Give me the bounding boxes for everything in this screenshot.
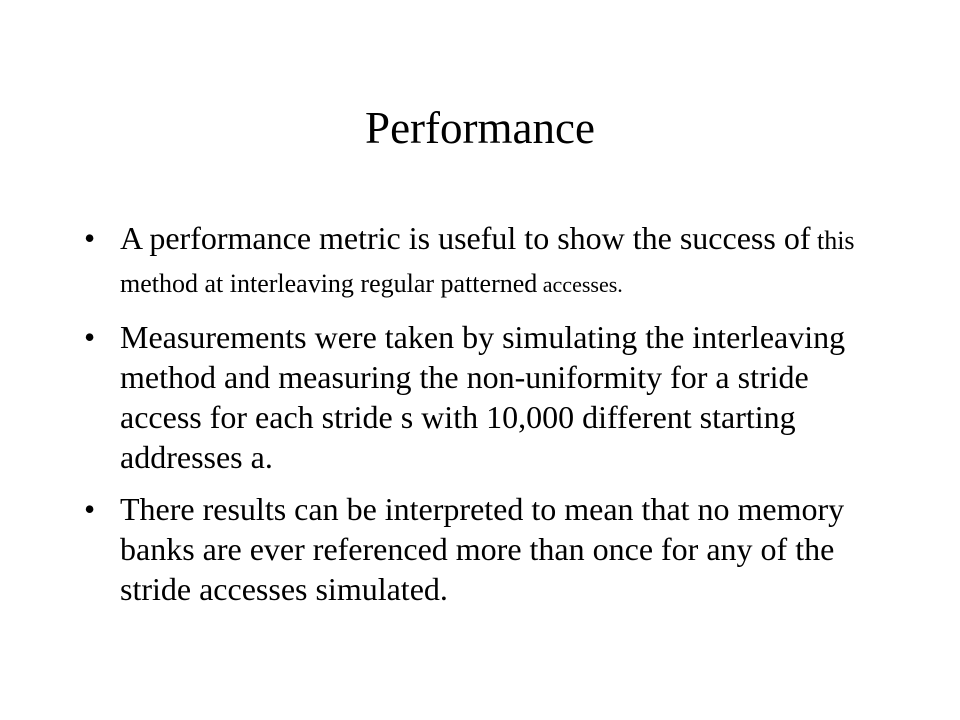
bullet-1-text: A performance metric is useful to show the success of	[120, 220, 811, 256]
slide-title: Performance	[365, 103, 595, 153]
bullet-3-text: There results can be interpreted to mean that no memory banks are ever referenced more than once for any of the stride accesses simulated.	[120, 491, 845, 607]
bullet-icon: •	[84, 319, 96, 355]
bullet-item-3	[84, 489, 874, 609]
bullet-1-text-continued: this method at interleaving regular patterned	[120, 226, 855, 298]
bullet-list	[84, 218, 874, 609]
bullet-1-text-end: accesses.	[537, 272, 623, 297]
bullet-item-1	[84, 218, 874, 305]
bullet-2-text: Measurements were taken by simulating the interleaving method and measuring the non-uniformity for a stride access for each stride s with 10,000 different starting addresses a.	[120, 319, 846, 475]
bullet-icon: •	[84, 220, 96, 256]
bullet-icon: •	[84, 491, 96, 527]
bullet-item-2	[84, 317, 874, 477]
